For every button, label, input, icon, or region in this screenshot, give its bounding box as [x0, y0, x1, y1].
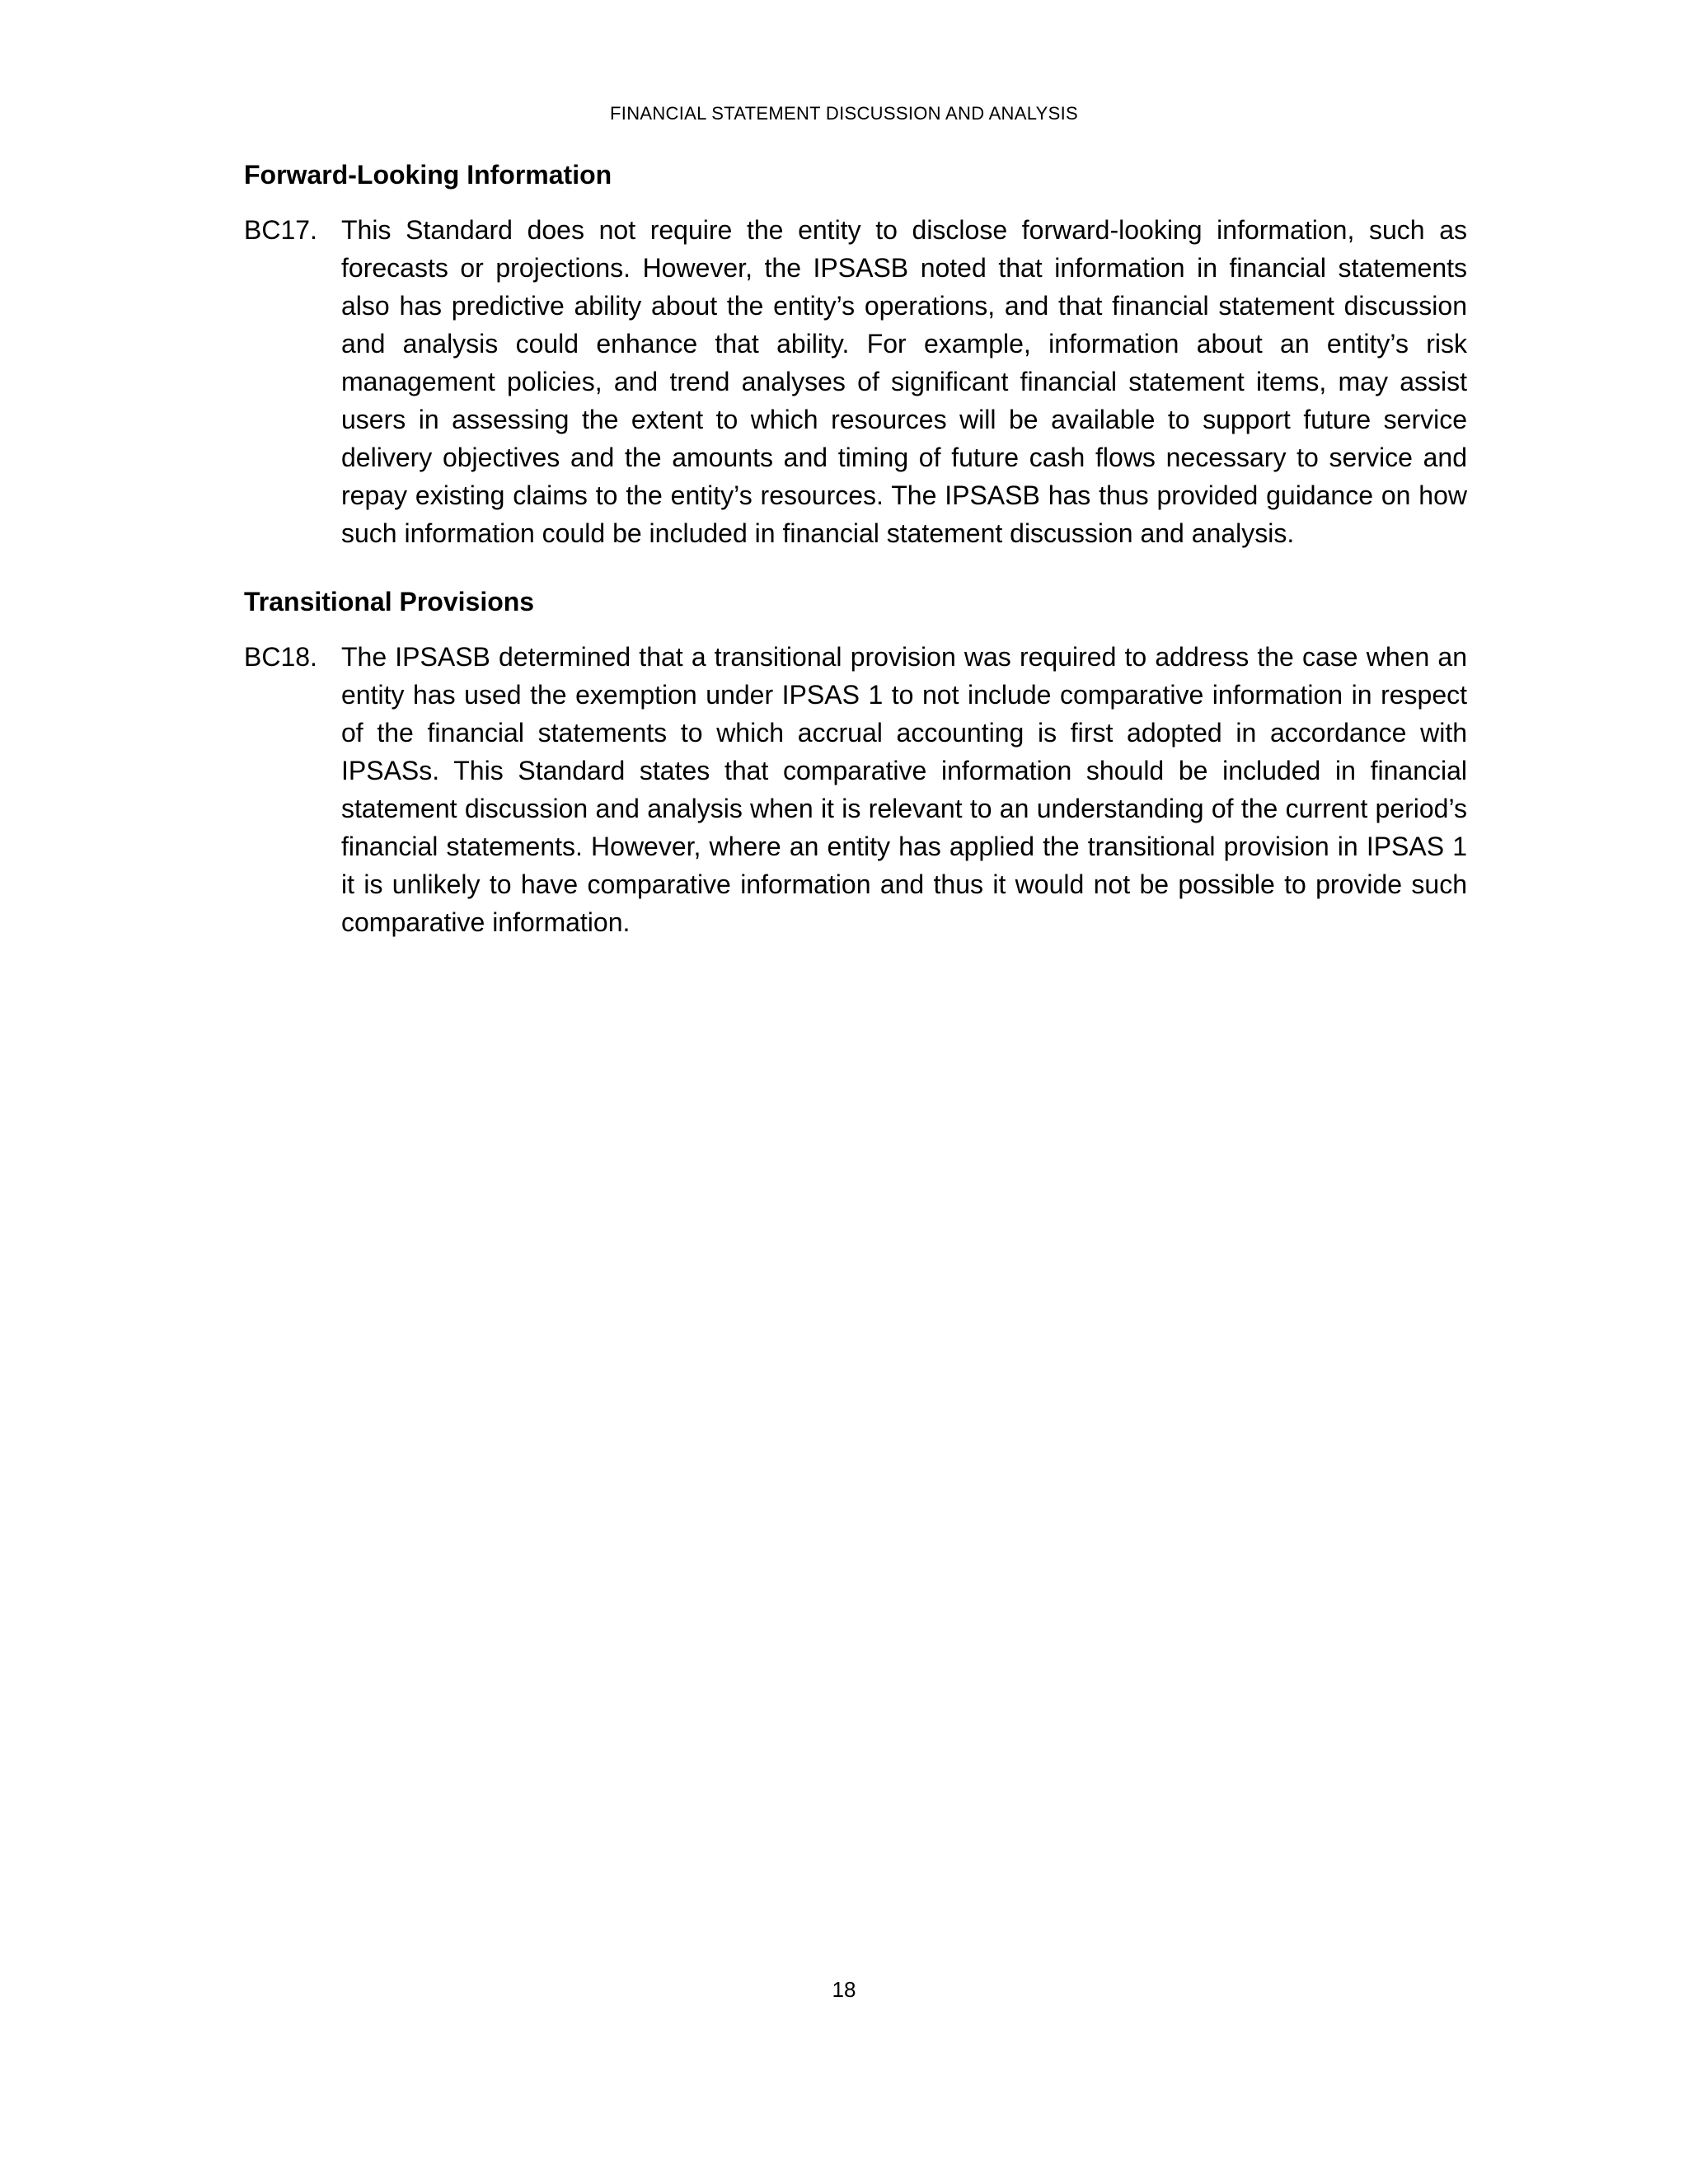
document-body — [244, 158, 1467, 974]
paragraph-bc18 — [244, 638, 1467, 941]
page-number: 18 — [832, 1977, 856, 2002]
section-heading-forward-looking-information: Forward-Looking Information — [244, 160, 612, 190]
paragraph-text: The IPSASB determined that a transitional provision was required to address the case when an entity has used the exemption under IPSAS 1 to not include comparative information in respect of the financial statements to which accrual accounting is first adopted in accordance with IPSASs. This Standard states that comparative information should be included in financial statement discussion and analysis when it is relevant to an understanding of the current period’s financial statements. However, where an entity has applied the transitional provision in IPSAS 1 it is unlikely to have comparative information and thus it would not be possible to provide such comparative information. — [341, 642, 1467, 937]
section-heading-transitional-provisions: Transitional Provisions — [244, 587, 535, 616]
paragraph-number: BC17. — [244, 215, 317, 245]
paragraph-bc17 — [244, 211, 1467, 552]
running-header: FINANCIAL STATEMENT DISCUSSION AND ANALYSIS — [610, 103, 1078, 124]
paragraph-text: This Standard does not require the entity to disclose forward-looking information, such as forecasts or projections. However, the IPSASB noted that information in financial statements also has predictive ability about the entity’s operations, and that financial statement discussion and analysis could enhance that ability. For example, information about an entity’s risk management policies, and trend analyses of significant financial statement items, may assist users in assessing the extent to which resources will be available to support future service delivery objectives and the amounts and timing of future cash flows necessary to service and repay existing claims to the entity’s resources. The IPSASB has thus provided guidance on how such information could be included in financial statement discussion and analysis. — [341, 215, 1467, 548]
paragraph-number: BC18. — [244, 642, 317, 672]
